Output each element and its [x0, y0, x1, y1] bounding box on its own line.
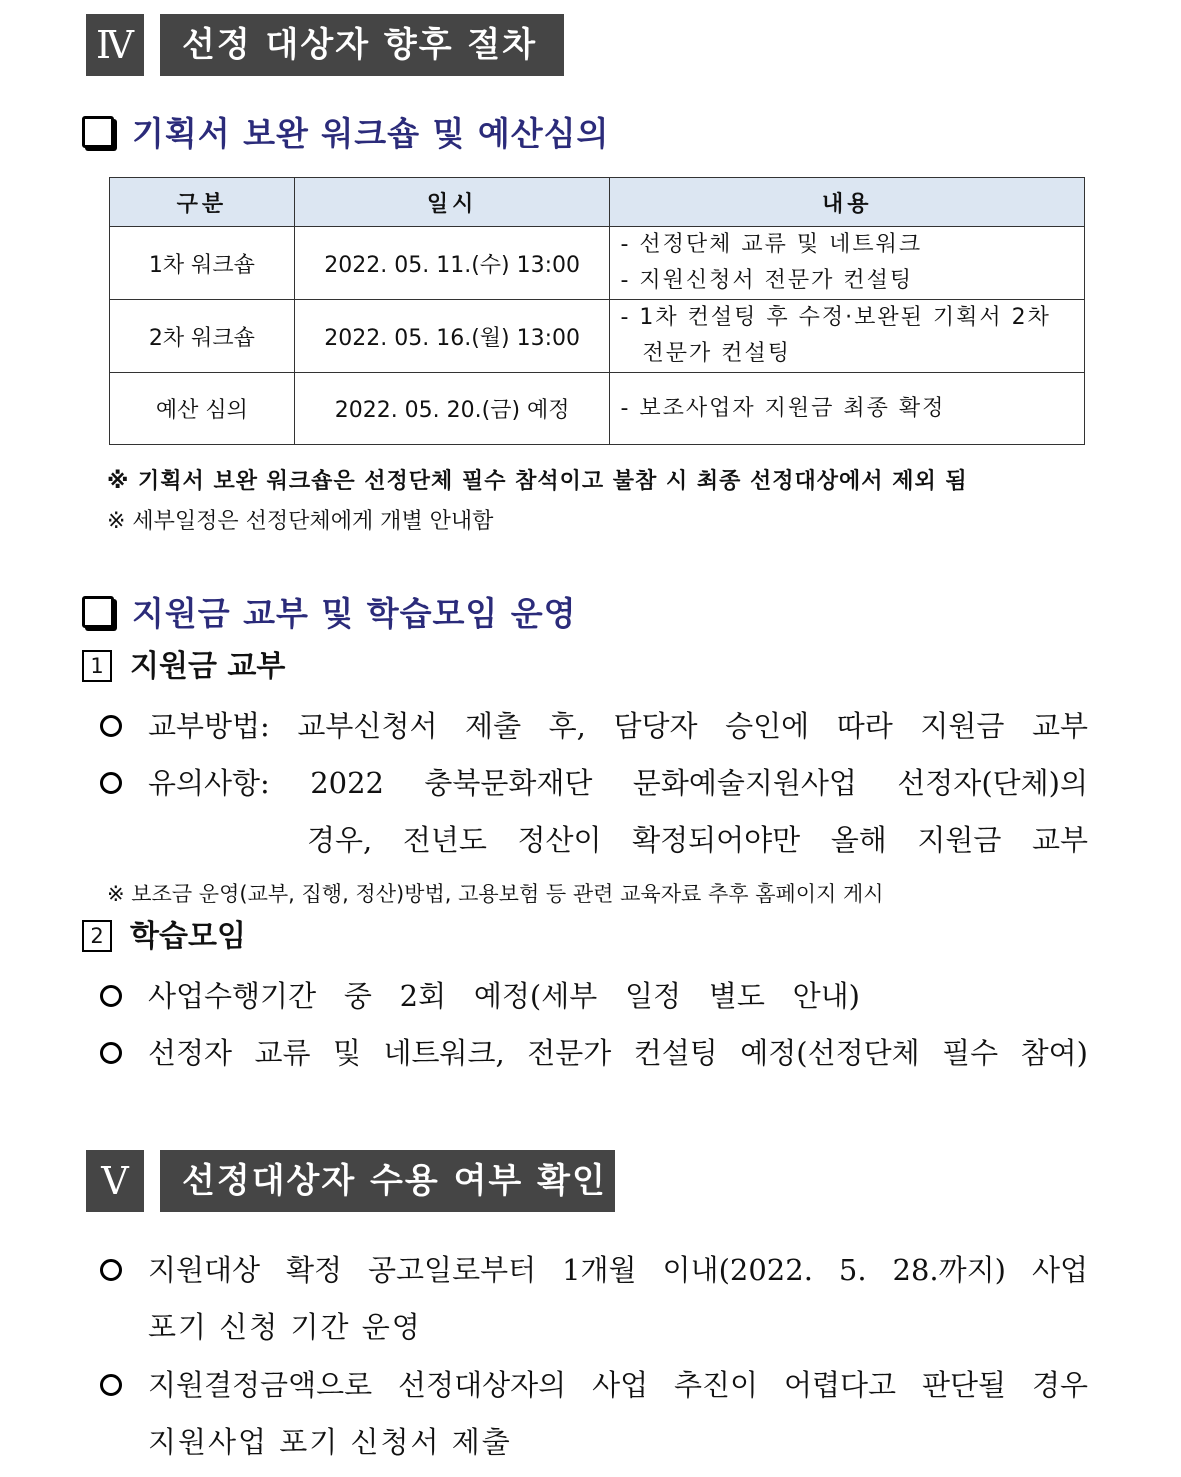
- list-item: [100, 698, 1088, 754]
- row-date: 2022. 05. 11.(수) 13:00: [294, 227, 610, 300]
- row-content: [610, 227, 1085, 300]
- section-4-title: 선정 대상자 향후 절차: [160, 14, 564, 76]
- grant-heading: [82, 592, 577, 636]
- row-date: 2022. 05. 16.(월) 13:00: [294, 300, 610, 373]
- grant-subsection-1: [82, 645, 285, 689]
- grant-subsection-2-title: 학습모임: [130, 919, 246, 954]
- checkbox-icon: [82, 596, 114, 628]
- table-row: [110, 300, 1085, 373]
- workshop-note-required: ※ 기획서 보완 워크숍은 선정단체 필수 참석이고 불참 시 최종 선정대상에서 제외 됨: [107, 469, 968, 494]
- list-item: [100, 1357, 1088, 1413]
- workshop-schedule-table: [109, 177, 1085, 445]
- grant-note: ※ 보조금 운영(교부, 집행, 정산)방법, 고용보험 등 관련 교육자료 추후 홈페이지 게시: [107, 882, 884, 906]
- table-header-row: [110, 178, 1085, 227]
- circle-bullet-icon: [100, 1374, 122, 1396]
- list-item: [100, 968, 860, 1024]
- row-type: 예산 심의: [110, 373, 295, 445]
- circle-bullet-icon: [100, 1259, 122, 1281]
- acceptance-item-2-continuation: 지원사업 포기 신청서 제출: [148, 1425, 512, 1459]
- content-line: - 보조사업자 지원금 최종 확정: [620, 395, 946, 421]
- grant-subsection-2: [82, 915, 246, 959]
- circle-bullet-icon: [100, 715, 122, 737]
- circle-bullet-icon: [100, 985, 122, 1007]
- acceptance-item-2: 지원결정금액으로 선정대상자의 사업 추진이 어렵다고 판단될 경우: [148, 1368, 1088, 1402]
- study-group-item-1: 사업수행기간 중 2회 예정(세부 일정 별도 안내): [148, 979, 860, 1013]
- content-line: - 선정단체 교류 및 네트워크: [620, 232, 923, 257]
- list-item: [100, 1242, 1088, 1298]
- section-4-number: Ⅳ: [86, 14, 144, 76]
- grant-caution-continuation: 경우, 전년도 정산이 확정되어야만 올해 지원금 교부: [307, 823, 1088, 857]
- acceptance-item-1: 지원대상 확정 공고일로부터 1개월 이내(2022. 5. 28.까지) 사업: [148, 1253, 1088, 1287]
- row-date: 2022. 05. 20.(금) 예정: [294, 373, 610, 445]
- grant-heading-text: 지원금 교부 및 학습모임 운영: [132, 594, 577, 633]
- acceptance-item-1-continuation: 포기 신청 기간 운영: [148, 1310, 422, 1344]
- workshop-heading: [82, 112, 609, 156]
- list-item: [100, 1025, 1088, 1081]
- study-group-item-2: 선정자 교류 및 네트워크, 전문가 컨설팅 예정(선정단체 필수 참여): [148, 1036, 1088, 1070]
- grant-caution-text: 유의사항: 2022 충북문화재단 문화예술지원사업 선정자(단체)의: [148, 766, 1088, 800]
- column-header: 내용: [610, 178, 1085, 227]
- number-box-icon: 2: [82, 920, 112, 952]
- workshop-heading-text: 기획서 보완 워크숍 및 예산심의: [132, 114, 610, 153]
- workshop-note-schedule: ※ 세부일정은 선정단체에게 개별 안내함: [107, 509, 494, 534]
- checkbox-icon: [82, 116, 114, 148]
- content-line: - 1차 컨설팅 후 수정·보완된 기획서 2차 전문가 컨설팅: [620, 305, 1051, 366]
- grant-method-text: 교부방법: 교부신청서 제출 후, 담당자 승인에 따라 지원금 교부: [148, 709, 1088, 743]
- column-header: 일시: [294, 178, 610, 227]
- row-type: 2차 워크숍: [110, 300, 295, 373]
- grant-subsection-1-title: 지원금 교부: [130, 649, 286, 684]
- number-box-icon: 1: [82, 650, 112, 682]
- row-content: [610, 373, 1085, 445]
- circle-bullet-icon: [100, 1042, 122, 1064]
- section-5-number: Ⅴ: [86, 1150, 144, 1212]
- row-content: [610, 300, 1085, 373]
- row-type: 1차 워크숍: [110, 227, 295, 300]
- circle-bullet-icon: [100, 772, 122, 794]
- content-line: - 지원신청서 전문가 컨설팅: [620, 268, 914, 293]
- list-item: [100, 755, 1088, 811]
- table-row: [110, 227, 1085, 300]
- column-header: 구분: [110, 178, 295, 227]
- table-row: [110, 373, 1085, 445]
- section-5-title: 선정대상자 수용 여부 확인: [160, 1150, 615, 1212]
